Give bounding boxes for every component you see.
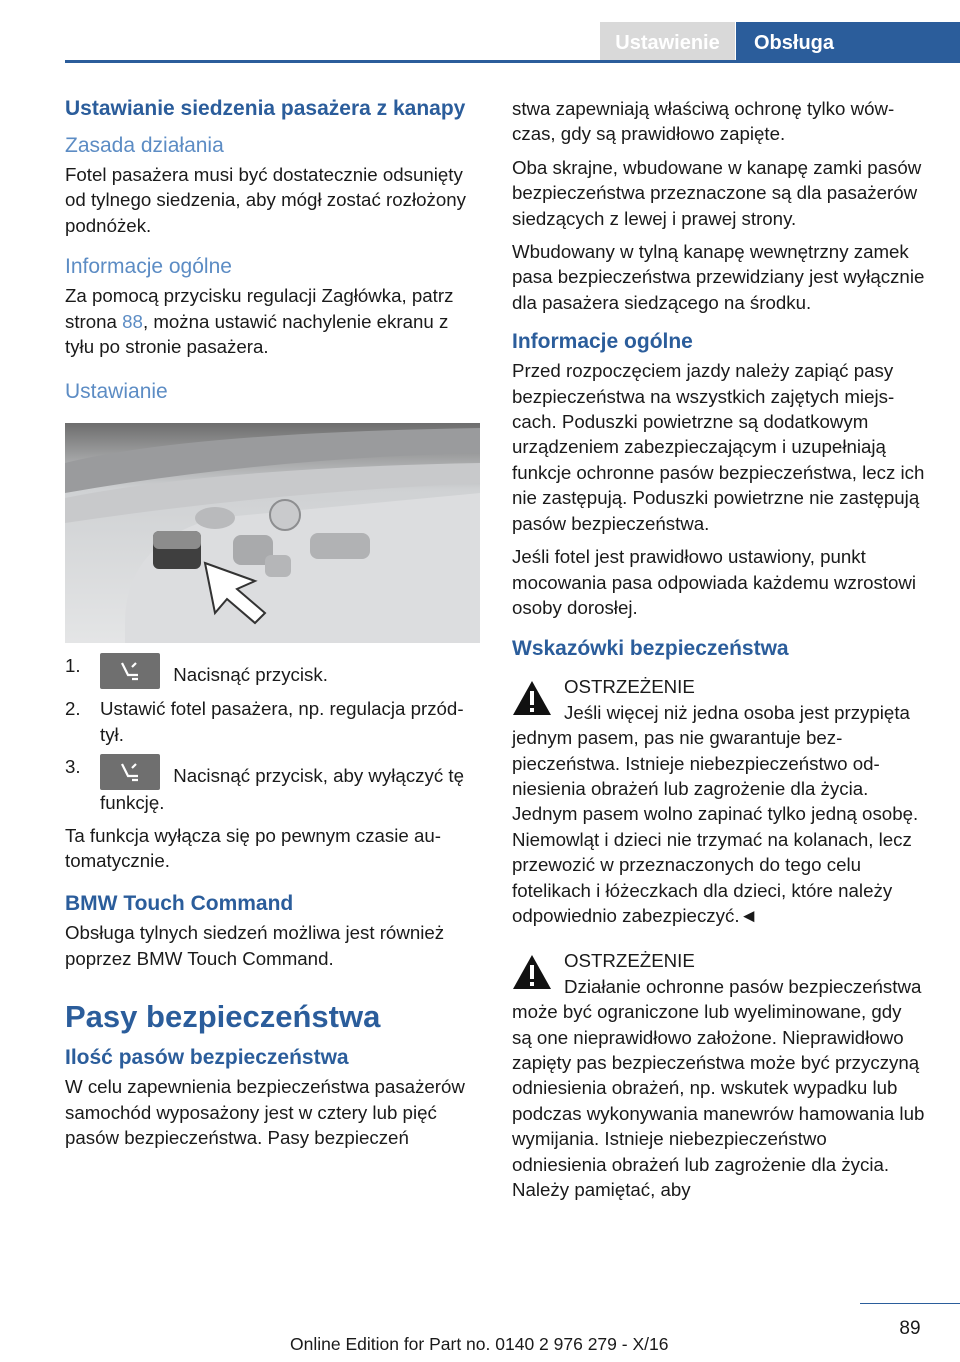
header-rule xyxy=(65,60,960,63)
paragraph-principle: Fotel pasażera musi być dostatecznie odsunięty od tylnego siedzenia, aby mógł zostać rozłożony podnóżek. xyxy=(65,164,466,236)
step-text: Nacisnąć przycisk, aby wyłączyć tę funkcję. xyxy=(100,765,464,814)
steps-list xyxy=(65,653,480,815)
paragraph-belt-count: W celu zapewnienia bezpieczeństwa pasażerów samochód wyposażony jest w cztery lub pięć pasów bezpieczeństwa. Pasy bezpieczeń xyxy=(65,1076,465,1149)
seat-control-photo xyxy=(65,423,480,643)
heading-touch-command: BMW Touch Command xyxy=(65,892,294,916)
heading-general-right: Informacje ogólne xyxy=(512,330,693,354)
header-tab-section: Ustawienie xyxy=(600,22,735,60)
step-text: Ustawić fotel pasażera, np. regulacja przód-tył. xyxy=(100,698,464,745)
heading-passenger-seat: Ustawianie siedzenia pasażera z kanapy xyxy=(65,97,466,120)
paragraph-seat-adjusted: Jeśli fotel jest prawidłowo ustawiony, punkt mocowania pasa odpowiada każdemu wzrostowi osoby dorosłej. xyxy=(512,546,917,618)
paragraph-auto-off: Ta funkcja wyłącza się po pewnym czasie automatycznie. xyxy=(65,824,442,872)
warning-title: OSTRZEŻENIE xyxy=(564,676,695,698)
heading-principle: Zasada działania xyxy=(65,134,224,157)
heading-belt-count: Ilość pasów bezpieczeństwa xyxy=(65,1046,349,1070)
text-general-after: , można ustawić nachylenie ekranu z tyłu po stronie pasażera. xyxy=(65,310,449,358)
text-general-before: Za pomocą przycisku regulacji Zagłówka, patrz strona xyxy=(65,285,454,332)
paragraph-touch-command: Obsługa tylnych siedzeń możliwa jest również poprzez BMW Touch Command. xyxy=(65,922,445,969)
step-number: 1. xyxy=(65,655,81,677)
left-column xyxy=(65,96,480,1159)
heading-setting: Ustawianie xyxy=(65,380,168,404)
right-column xyxy=(512,96,926,1212)
warning-triangle-icon xyxy=(512,680,552,716)
paragraph-belt-continued: stwa zapewniają właściwą ochronę tylko wówczas, gdy są prawidłowo zapięte. xyxy=(512,98,895,145)
step-text: Nacisnąć przycisk. xyxy=(168,664,328,686)
list-item xyxy=(65,653,480,689)
seat-button-icon xyxy=(100,653,160,689)
heading-safety-notes: Wskazówki bezpieczeństwa xyxy=(512,637,789,661)
paragraph-outer-buckles: Oba skrajne, wbudowane w kanapę zamki pasów bezpieczeństwa przeznaczone są dla pasażerów siedzących z lewej i prawej strony. xyxy=(512,156,922,229)
warning-block xyxy=(512,674,926,928)
warning-text: Jeśli więcej niż jedna osoba jest przypięta jednym pasem, pas nie gwarantuje bezpieczeństwa. Istnieje niebezpieczeństwo odniesienia obrażeń lub zagrożenie dla życia. Jednym pasem wolno zapinać tylko jedną osobę. Niemowląt i dzieci nie trzymać na kolanach, lecz przewozić w przeznaczonych do tego celu fotelikach i łóżeczkach dla dzieci, które należy odpowiednio zabezpieczyć.◄ xyxy=(512,701,919,926)
edition-note: Online Edition for Part no. 0140 2 976 279 - X/16 xyxy=(290,1334,669,1354)
footer-rule xyxy=(860,1303,960,1304)
warning-title: OSTRZEŻENIE xyxy=(564,950,695,972)
list-item xyxy=(65,696,480,747)
page-link-88[interactable]: 88 xyxy=(122,310,143,332)
paragraph-middle-buckle: Wbudowany w tylną kanapę wewnętrzny zamek pasa bezpieczeństwa przewidziany jest wyłącznie dla pasażera siedzącego na środku. xyxy=(512,241,925,313)
warning-text: Działanie ochronne pasów bezpieczeństwa może być ograniczone lub wyeliminowane, gdy są one nieprawidłowo założone. Nieprawidłowo zapięty pas bezpieczeństwa może być przyczyną odniesienia obrażeń, np. wskutek wypadku lub podczas wykonywania manewrów hamowania lub wymijania. Istnieje niebezpieczeństwo odniesienia obrażeń lub zagrożenie dla życia. Należy pamiętać, aby xyxy=(512,975,925,1201)
paragraph-general-right: Przed rozpoczęciem jazdy należy zapiąć pasy bezpieczeństwa na wszystkich zajętych miejscach. Poduszki powietrzne są dodatkowym urządzeniem zabezpieczającym i uzupełniają funkcje ochronne pasów bezpieczeństwa, lecz ich nie zastępują. Poduszki powietrzne nie zastępują pasów bezpieczeństwa. xyxy=(512,360,925,534)
warning-block xyxy=(512,948,926,1202)
list-item xyxy=(65,754,480,815)
step-number: 2. xyxy=(65,698,81,720)
warning-triangle-icon xyxy=(512,954,552,990)
heading-general-left: Informacje ogólne xyxy=(65,255,232,279)
page-number: 89 xyxy=(899,1318,921,1339)
step-number: 3. xyxy=(65,756,81,778)
seat-button-icon xyxy=(100,754,160,790)
header-tab-active: Obsługa xyxy=(736,22,960,60)
heading-seat-belts: Pasy bezpieczeństwa xyxy=(65,999,381,1035)
paragraph-general-left xyxy=(65,283,480,359)
